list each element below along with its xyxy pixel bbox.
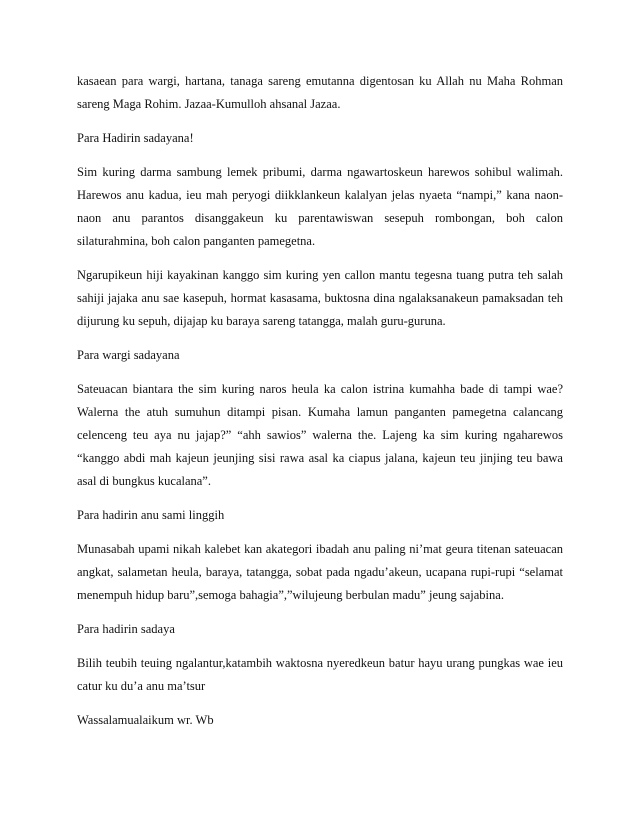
- text-line: asal di bungkus kucalana”.: [77, 474, 211, 488]
- paragraph-wassalam: [77, 709, 563, 732]
- paragraph-nikah: [77, 538, 563, 607]
- text-line: Para wargi sadayana: [77, 348, 180, 362]
- paragraph-salutation: [77, 344, 563, 367]
- text-line: menempuh hidup baru”,semoga bahagia”,”wilujeung berbulan madu” jeung sajabina.: [77, 588, 504, 602]
- text-line: Para Hadirin sadayana!: [77, 131, 194, 145]
- text-line: Bilih teubih teuing ngalantur,katambih waktosna nyeredkeun batur hayu urang pungkas wae ieu: [77, 656, 563, 670]
- text-line: Walerna the atuh sumuhun ditampi pisan. Kumaha lamun panganten pamegetna calancang: [77, 405, 563, 419]
- text-line: sareng Maga Rohim. Jazaa-Kumulloh ahsanal Jazaa.: [77, 97, 341, 111]
- text-line: angkat, salametan heula, baraya, tatangga, sobat pada ngadu’akeun, ucapana rupi-rupi “selamat: [77, 565, 563, 579]
- paragraph-salutation: [77, 127, 563, 150]
- paragraph-salutation: [77, 618, 563, 641]
- text-line: Harewos anu kadua, ieu mah peryogi diikklankeun kalalyan jelas nyaeta “nampi,” kana naon-: [77, 188, 563, 202]
- text-line: Ngarupikeun hiji kayakinan kanggo sim kuring yen callon mantu tegesna tuang putra teh salah: [77, 268, 563, 282]
- paragraph-biantara: [77, 378, 563, 493]
- text-line: Para hadirin anu sami linggih: [77, 508, 225, 522]
- text-line: naon anu parantos disanggakeun ku parentawiswan sesepuh rombongan, boh calon: [77, 211, 563, 225]
- paragraph-kayakinan: [77, 264, 563, 333]
- text-line: Para hadirin sadaya: [77, 622, 175, 636]
- text-line: catur ku du’a anu ma’tsur: [77, 679, 206, 693]
- text-line: sahiji jajaka anu sae kasepuh, hormat kasasama, buktosna dina ngalaksanakeun pamaksadan teh: [77, 291, 563, 305]
- text-line: “kanggo abdi mah kajeun jeunjing sisi rawa asal ka ciapus jalana, kajeun teu jinjing teu bawa: [77, 451, 563, 465]
- paragraph-doa: [77, 70, 563, 116]
- text-line: dijurung ku sepuh, dijajap ku baraya sareng tatangga, malah guru-guruna.: [77, 314, 446, 328]
- text-line: Wassalamualaikum wr. Wb: [77, 713, 214, 727]
- text-line: Munasabah upami nikah kalebet kan akategori ibadah anu paling ni’mat geura titenan sateuacan: [77, 542, 563, 556]
- paragraph-harewos: [77, 161, 563, 253]
- text-line: kasaean para wargi, hartana, tanaga sareng emutanna digentosan ku Allah nu Maha Rohman: [77, 74, 563, 88]
- text-line: Sateuacan biantara the sim kuring naros heula ka calon istrina kumahha bade di tampi wae?: [77, 382, 563, 396]
- paragraph-closing: [77, 652, 563, 698]
- document-page: [77, 70, 563, 743]
- text-line: silaturahmina, boh calon panganten pamegetna.: [77, 234, 316, 248]
- text-line: Sim kuring darma sambung lemek pribumi, darma ngawartoskeun harewos sohibul walimah.: [77, 165, 563, 179]
- text-line: celenceng teu aya nu jajap?” “ahh sawios” walerna the. Lajeng ka sim kuring ngaharewos: [77, 428, 563, 442]
- paragraph-salutation: [77, 504, 563, 527]
